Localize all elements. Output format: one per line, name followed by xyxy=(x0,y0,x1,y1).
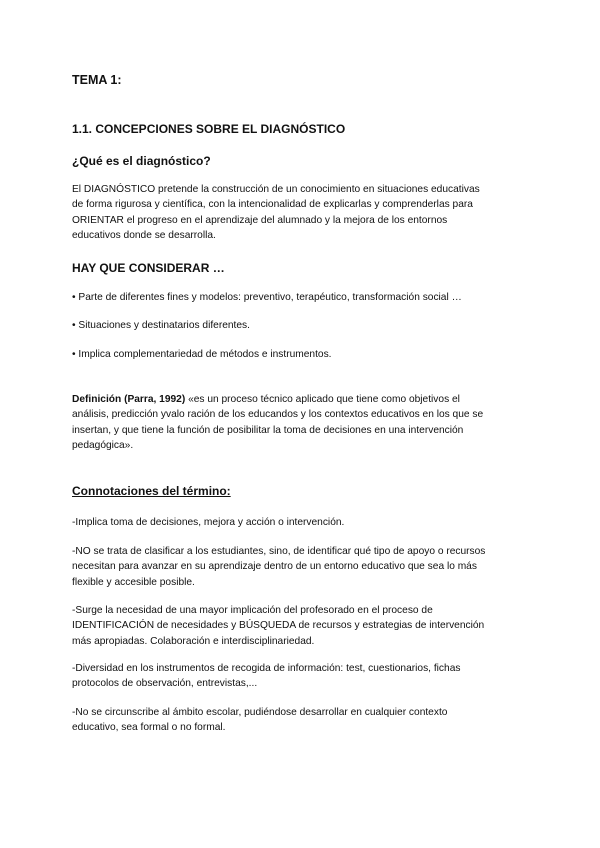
bullet-item: • Implica complementariedad de métodos e instrumentos. xyxy=(72,349,332,360)
intro-line: de forma rigurosa y científica, con la intencionalidad de explicarlas y comprenderlas para xyxy=(72,199,473,211)
connotation-item xyxy=(72,705,532,736)
definition-paragraph xyxy=(72,392,532,454)
connotation-line: -Surge la necesidad de una mayor implicación del profesorado en el proceso de xyxy=(72,605,433,616)
consider-heading: HAY QUE CONSIDERAR … xyxy=(72,261,225,275)
definition-line: pedagógica». xyxy=(72,440,134,452)
connotation-item xyxy=(72,603,532,649)
connotation-item xyxy=(72,544,532,590)
connotation-line: IDENTIFICACIÓN de necesidades y BÚSQUEDA de recursos y estrategias de intervención xyxy=(72,620,485,632)
definition-label: Definición (Parra, 1992) xyxy=(72,394,186,405)
connotation-line: educativo, sea formal o no formal. xyxy=(72,722,226,734)
connotation-line: necesitan para avanzar en su aprendizaje dentro de un entorno educativo que sea lo más xyxy=(72,561,477,573)
connotation-line: flexible y accesible posible. xyxy=(72,576,195,588)
question-heading: ¿Qué es el diagnóstico? xyxy=(72,154,211,168)
connotation-line: protocolos de observación, entrevistas,... xyxy=(72,678,258,690)
intro-line: ORIENTAR el progreso en el aprendizaje del alumnado y la mejora de los entornos xyxy=(72,214,448,226)
connotations-heading: Connotaciones del término: xyxy=(72,484,231,498)
connotation-line: -No se circunscribe al ámbito escolar, pudiéndose desarrollar en cualquier contexto xyxy=(72,707,448,718)
bullet-item: • Parte de diferentes fines y modelos: preventivo, terapéutico, transformación social … xyxy=(72,292,462,303)
connotation-line: más apropiadas. Colaboración e interdisciplinariedad. xyxy=(72,635,315,647)
intro-paragraph xyxy=(72,182,532,244)
connotation-line: -Implica toma de decisiones, mejora y acción o intervención. xyxy=(72,517,345,528)
definition-first-line xyxy=(72,392,532,407)
definition-text: «es un proceso técnico aplicado que tiene como objetivos el xyxy=(185,394,460,405)
connotation-item xyxy=(72,515,532,530)
section-title: 1.1. CONCEPCIONES SOBRE EL DIAGNÓSTICO xyxy=(72,122,346,136)
connotation-line: -NO se trata de clasificar a los estudiantes, sino, de identificar qué tipo de apoyo o recursos xyxy=(72,546,486,557)
bullet-item: • Situaciones y destinatarios diferentes. xyxy=(72,320,250,331)
connotation-line: -Diversidad en los instrumentos de recogida de información: test, cuestionarios, fichas xyxy=(72,663,461,674)
definition-line: análisis, predicción yvalo ración de los educandos y los contextos educativos en los que se xyxy=(72,409,484,421)
definition-line: insertan, y que tiene la función de posibilitar la toma de decisiones en una intervención xyxy=(72,424,464,436)
topic-title: TEMA 1: xyxy=(72,73,122,87)
connotation-item xyxy=(72,661,532,692)
intro-line: educativos donde se desarrolla. xyxy=(72,230,216,242)
intro-line: El DIAGNÓSTICO pretende la construcción de un conocimiento en situaciones educativas xyxy=(72,184,480,195)
